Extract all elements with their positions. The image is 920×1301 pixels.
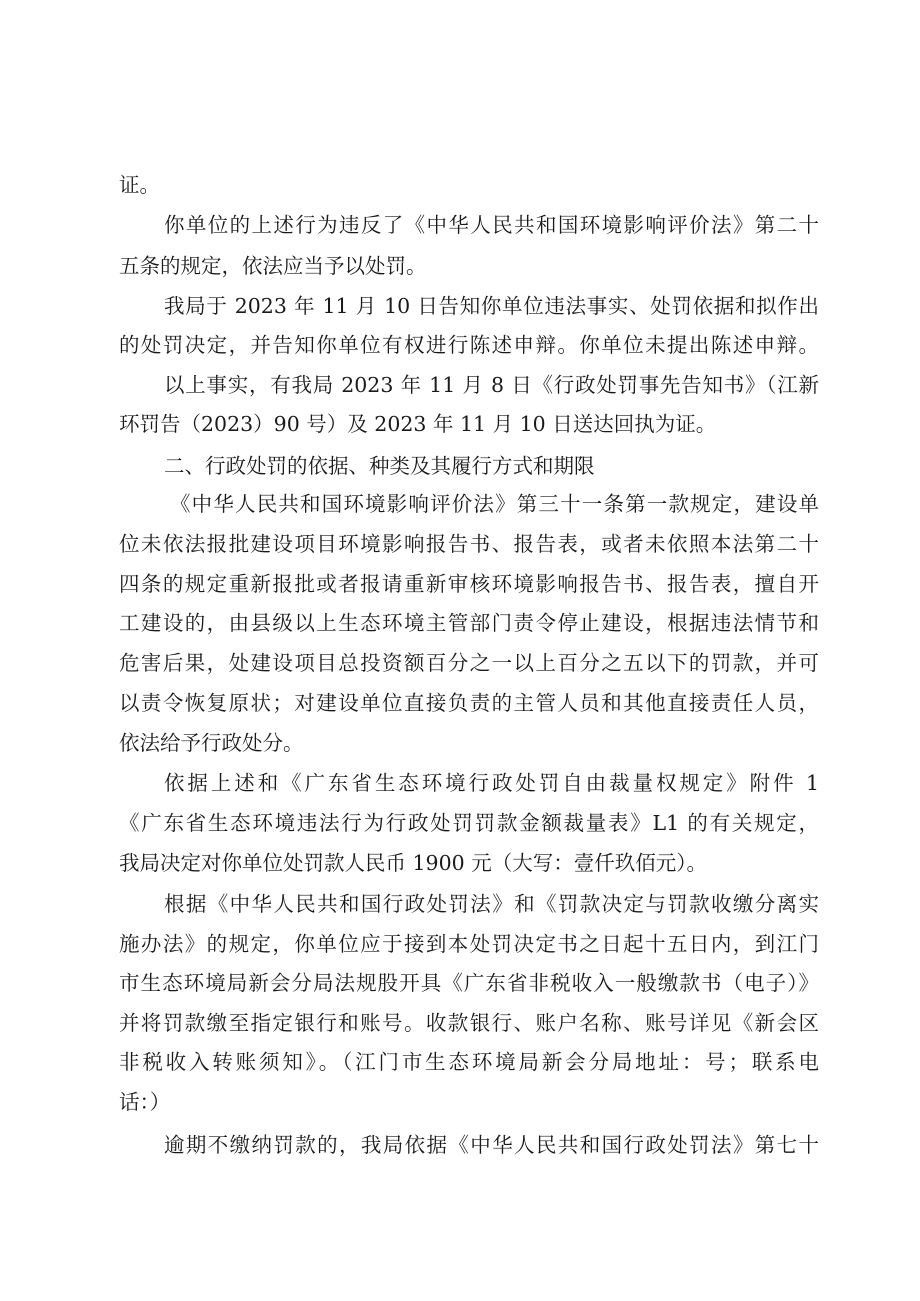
text-line-23: 非税收入转账须知》。（江门市生态环境局新会分局地址：号；联系电 [119,1050,819,1074]
text-line-14: 以责令恢复原状；对建设单位直接负责的主管人员和其他直接责任人员， [119,691,819,715]
text-line-9: 《中华人民共和国环境影响评价法》第三十一条第一款规定，建设单 [170,492,819,516]
text-line-7: 环罚告（2023）90 号）及 2023 年 11 月 10 日送达回执为证。 [119,412,717,436]
text-line-16: 依据上述和《广东省生态环境行政处罚自由裁量权规定》附件 1 [164,771,819,795]
text-line-12: 工建设的，由县级以上生态环境主管部门责令停止建设，根据违法情节和 [119,611,819,635]
text-line-11: 四条的规定重新报批或者报请重新审核环境影响报告书、报告表，擅自开 [119,572,819,596]
text-line-6: 以上事实，有我局 2023 年 11 月 8 日《行政处罚事先告知书》（江新 [164,373,819,397]
text-line-24: 话：） [119,1090,171,1114]
text-line-20: 施办法》的规定，你单位应于接到本处罚决定书之日起十五日内，到江门 [119,932,819,956]
text-line-15: 依法给予行政处分。 [119,731,304,755]
text-line-18: 我局决定对你单位处罚款人民币 1900 元（大写：壹仟玖佰元）。 [119,851,707,875]
text-line-25: 逾期不缴纳罚款的，我局依据《中华人民共和国行政处罚法》第七十 [164,1133,819,1157]
text-line-19: 根据《中华人民共和国行政处罚法》和《罚款决定与罚款收缴分离实 [164,892,819,916]
text-line-10: 位未依法报批建设项目环境影响报告书、报告表，或者未依照本法第二十 [119,532,819,556]
text-line-2: 你单位的上述行为违反了《中华人民共和国环境影响评价法》第二十 [164,213,819,237]
text-line-22: 并将罚款缴至指定银行和账号。收款银行、账户名称、账号详见《新会区 [119,1011,819,1035]
section-heading: 二、行政处罚的依据、种类及其履行方式和期限 [164,454,595,478]
text-line-13: 危害后果，处建设项目总投资额百分之一以上百分之五以下的罚款，并可 [119,651,819,675]
text-line-21: 市生态环境局新会分局法规股开具《广东省非税收入一般缴款书（电子）》 [119,971,819,995]
text-line-4: 我局于 2023 年 11 月 10 日告知你单位违法事实、处罚依据和拟作出 [164,294,819,318]
text-line-5: 的处罚决定，并告知你单位有权进行陈述申辩。你单位未提出陈述申辩。 [119,333,819,357]
text-line-1: 证。 [119,173,160,197]
text-line-3: 五条的规定，依法应当予以处罚。 [119,254,427,278]
text-line-17: 《广东省生态环境违法行为行政处罚罚款金额裁量表》L1 的有关规定， [119,811,819,835]
